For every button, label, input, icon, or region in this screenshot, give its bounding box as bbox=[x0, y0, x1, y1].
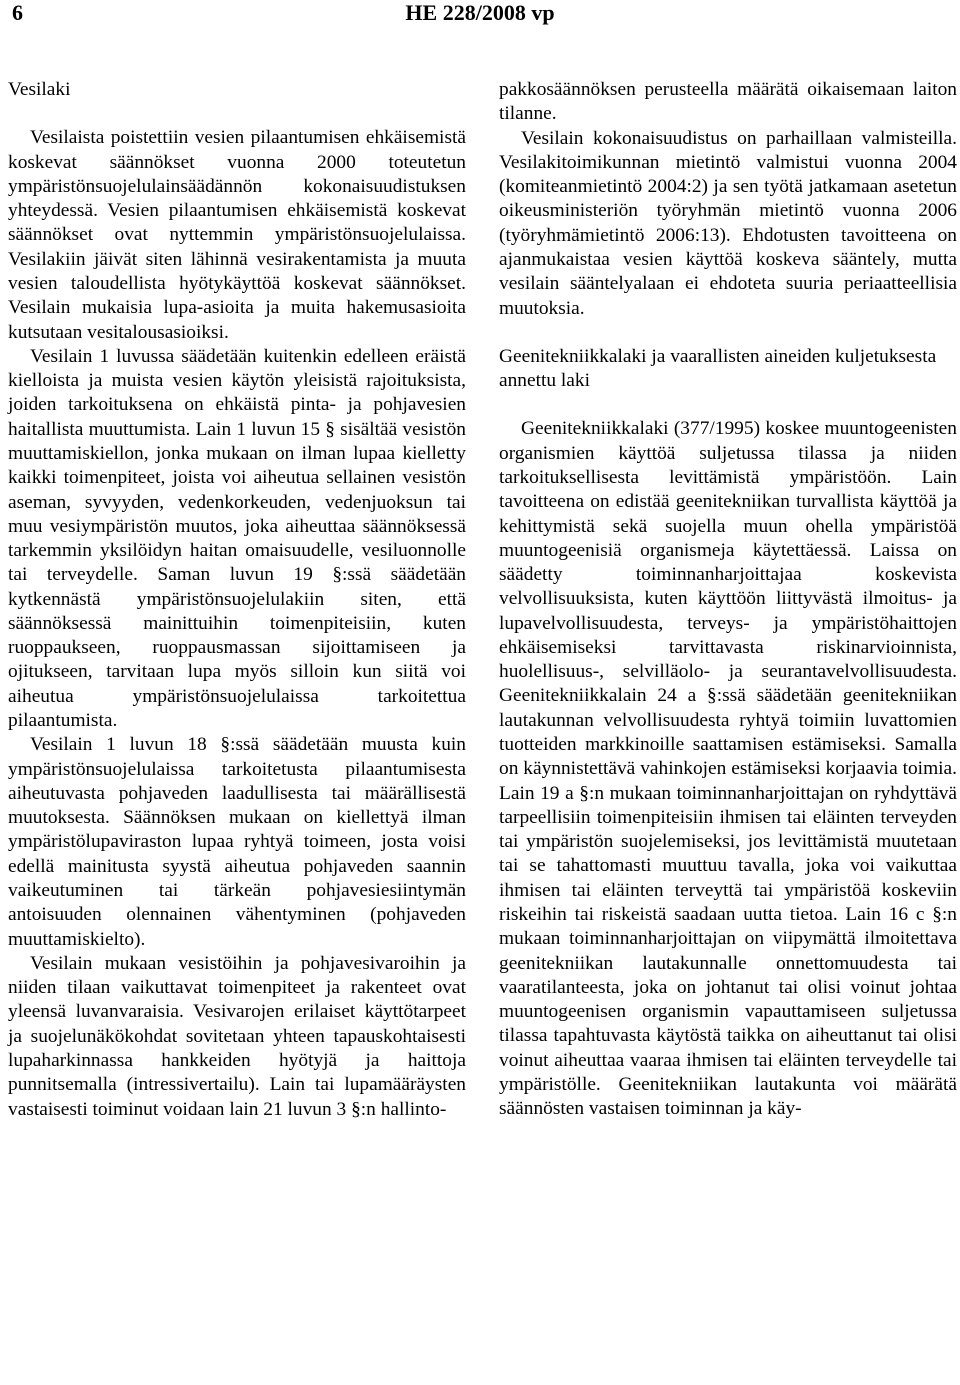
paragraph: Vesilain mukaan vesistöihin ja pohjavesivaroihin ja niiden tilaan vaikuttavat toimenpiteet ja rakenteet ovat yleensä luvanvaraisia. Vesivarojen erilaiset käyttötarpeet ja suojelunäkökohdat sovitetaan yhteen tapauskohtaisesti lupaharkinnassa hankkeiden hyötyjä ja haittoja punnitsemalla (intressivertailu). Lain tai lupamääräysten vastaisesti toiminut voidaan lain 21 luvun 3 §:n hallinto- bbox=[8, 952, 466, 1120]
right-column bbox=[499, 78, 957, 1122]
left-column bbox=[8, 78, 466, 1122]
document-identifier: HE 228/2008 vp bbox=[405, 0, 555, 25]
paragraph: Vesilaista poistettiin vesien pilaantumisen ehkäisemistä koskevat säännökset vuonna 2000 toteutetun ympäristönsuojelulainsäädännön kokonaisuudistuksen yhteydessä. Vesien pilaantumisen ehkäisemistä koskevat säännökset ovat nyttemmin ympäristönsuojelulaissa. Vesilakiin jäivät siten lähinnä vesirakentamista ja muuta vesien taloudellista hyötykäyttöä koskevat säännökset. Vesilain mukaisia lupa-asioita ja muita hakemusasioita kutsutaan vesitalousasioiksi. bbox=[8, 127, 466, 343]
spacer bbox=[8, 102, 466, 126]
paragraph: Vesilain kokonaisuudistus on parhaillaan valmisteilla. Vesilakitoimikunnan mietintö valmistui vuonna 2004 (komiteanmietintö 2004:2) ja sen työtä jatkamaan asetetun oikeusministeriön työryhmän mietintö vuonna 2006 (työryhmämietintö 2006:13). Ehdotusten tavoitteena on ajanmukaistaa vesien käyttöä koskeva sääntely, mutta vesilain sääntelyalaan ei ehdoteta suuria periaatteellisia muutoksia. bbox=[499, 127, 957, 319]
paragraph: Vesilain 1 luvussa säädetään kuitenkin edelleen eräistä kielloista ja muista vesien käytön yleisistä rajoituksista, joiden tarkoituksena on ehkäistä pinta- ja pohjavesien haitallista muuttumista. Lain 1 luvun 15 § sisältää vesistön muuttamiskiellon, jonka mukaan on ilman lupaa kielletty kaikki toimenpiteet, joista voi aiheutua sellainen vesistön aseman, syvyyden, vedenkorkeuden, vedenjuoksun tai muu vesiympäristön muutos, joka aiheuttaa säännöksessä tarkemmin yksilöidyn haitan omaisuudelle, vesiluonnolle tai terveydelle. Saman luvun 19 §:ssä säädetään kytkennästä ympäristönsuojelulakiin siten, että säännöksessä mainittuihin toimenpiteisiin, kuten ruoppaukseen, ruoppausmassan sijoittamiseen ja ojitukseen, tarvitaan lupa myös silloin kun siitä voi aiheutua ympäristönsuojelulaissa tarkoitettua pilaantumista. bbox=[8, 345, 466, 732]
spacer bbox=[499, 321, 957, 345]
paragraph: Geenitekniikkalaki (377/1995) koskee muuntogeenisten organismien käyttöä suljetussa tilassa ja niiden tarkoituksellisesta levittämistä ympäristöön. Lain tavoitteena on edistää geenitekniikan turvallista käyttöä ja kehittymistä sekä suojella muun ohella ympäristöä muuntogeenisiä organismeja käytettäessä. Laissa on säädetty toiminnanharjoittajaa koskevista velvollisuuksista, kuten käyttöön liittyvästä ilmoitus- ja lupavelvollisuudesta, terveys- ja ympäristöhaittojen ehkäisemiseksi tarvittavasta riskinarvioinnista, huolellisuus-, selvilläolo- ja seurantavelvollisuudesta. Geenitekniikkalain 24 a §:ssä säädetään geenitekniikan lautakunnan velvollisuudesta ryhtyä toimiin luvattomien tuotteiden markkinoille saattamisen estämiseksi. Samalla on käynnistettävä vahinkojen estämiseksi korjaavia toimia. Lain 19 a §:n mukaan toiminnanharjoittajan on ryhdyttävä tarpeellisiin toimenpiteisiin ihmisen tai eläinten terveyden tai ympäristön suojelemiseksi, jos levittämistä muutetaan tai se tahattomasti muuttuu tavalla, joka voi vaikuttaa ihmisen tai eläinten terveyttä tai ympäristöä koskeviin riskeihin tai riskeistä saadaan uutta tietoa. Lain 16 c §:n mukaan toiminnanharjoittajan on viipymättä ilmoitettava geenitekniikan lautakunnalle onnettomuudesta tai vaaratilanteesta, joka on johtanut tai olisi voinut johtaa muuntogeenisen organismin vapauttamiseen suljetussa tilassa tapahtuvasta käytöstä taikka on aiheuttanut tai olisi voinut aiheuttaa vaaraa ihmisen tai eläinten terveydelle tai ympäristölle. Geenitekniikan lautakunta voi määrätä säännösten vastaisen toiminnan ja käy- bbox=[499, 418, 957, 1120]
page-number: 6 bbox=[12, 0, 23, 25]
paragraph-continuation: pakkosäännöksen perusteella määrätä oikaisemaan laiton tilanne. bbox=[499, 79, 957, 125]
section-heading-geenitekniikkalaki: Geenitekniikkalaki ja vaarallisten aineiden kuljetuksesta annettu laki bbox=[499, 345, 937, 392]
paragraph: Vesilain 1 luvun 18 §:ssä säädetään muusta kuin ympäristönsuojelulaissa tarkoitetusta pilaantumisesta aiheutuvasta pohjaveden laadullisesta tai määrällisestä muutoksesta. Säännöksen mukaan on kiellettyä ilman ympäristölupaviraston lupaa ryhtyä toimeen, josta voisi edellä mainitusta syystä aiheutua pohjaveden saannin vaikeutuminen tai tärkeän pohjavesiesiintymän antoisuuden olennainen vähentyminen (pohjaveden muuttamiskielto). bbox=[8, 734, 466, 950]
page-header bbox=[0, 0, 960, 40]
section-heading-vesilaki: Vesilaki bbox=[8, 79, 71, 100]
spacer bbox=[499, 393, 957, 417]
